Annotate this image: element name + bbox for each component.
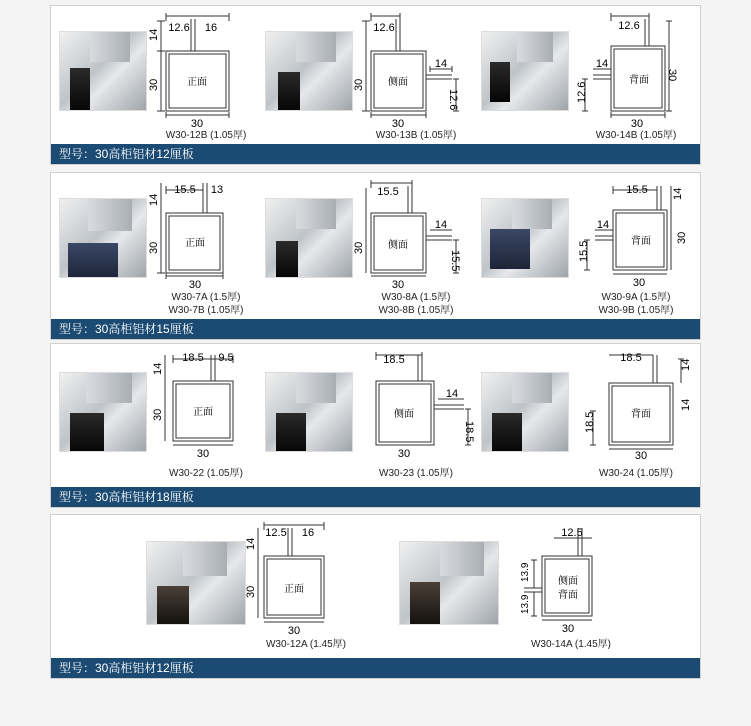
face-label-2: 背面 [558,590,578,601]
profile-diagram [573,11,688,131]
profile-photo [146,541,246,625]
dim-label: 30 [630,118,644,130]
dim-label: 12.6 [447,89,459,111]
model-caption: W30-9A (1.5厚) [601,292,671,303]
dim-label: 14 [596,219,610,231]
dim-label: 30 [391,279,405,291]
profile-diagram [151,349,241,459]
dim-label: 14 [434,219,448,231]
dim-label: 30 [391,118,405,130]
profile-photo [59,31,147,111]
face-label: 侧面 [558,576,578,587]
dim-label: 13 [210,184,224,196]
profile-diagram [573,349,692,462]
profile-diagram [506,520,616,640]
dim-label: 16 [301,527,315,539]
dim-label: 30 [196,448,210,460]
profile-photo [265,31,353,111]
dim-label: 30 [397,448,411,460]
panel-18mm [50,343,701,508]
dim-label: 14 [672,187,684,200]
dim-label: 12.6 [576,81,588,103]
face-label: 背面 [629,75,649,86]
face-label: 背面 [631,409,651,420]
model-caption: W30-23 (1.05厚) [379,468,453,479]
dim-label: 18.5 [584,411,596,433]
panel-12mm-2 [50,514,701,679]
face-label: 正面 [187,77,207,88]
dim-label: 14 [680,358,692,371]
profile-photo [265,198,353,278]
face-label: 背面 [631,236,651,247]
dim-label: 18.5 [182,352,204,364]
dim-label: 30 [152,408,164,421]
panel-12mm-1 [50,5,701,165]
dim-label: 14 [245,537,257,550]
dim-label: 15.5 [626,184,648,196]
dim-label: 30 [190,118,204,130]
model-caption-2: W30-7B (1.05厚) [168,305,244,316]
profile-diagram [353,178,466,291]
dim-label: 14 [595,58,609,70]
dim-label: 30 [245,585,257,598]
face-label: 侧面 [388,240,408,251]
dim-label: 12.6 [373,22,395,34]
model-caption: W30-14B (1.05厚) [595,130,677,141]
dim-label: 15.5 [578,240,590,262]
dim-label: 30 [287,625,301,637]
panel-15mm [50,172,701,340]
profile-photo [481,31,569,111]
profile-photo [481,372,569,452]
dim-label: 12.6 [168,22,190,34]
model-caption: W30-7A (1.5厚) [171,292,241,303]
model-caption: W30-12B (1.05厚) [165,130,247,141]
dim-label: 18.5 [620,352,642,364]
dim-label: 30 [561,623,575,635]
dim-label: 12.6 [618,20,640,32]
face-label: 侧面 [388,77,408,88]
dim-label: 9.5 [218,352,234,364]
model-caption: W30-22 (1.05厚) [169,468,243,479]
dim-label: 30 [148,78,160,91]
model-caption: W30-13B (1.05厚) [375,130,457,141]
dim-label: 15.5 [377,186,399,198]
dim-label: 12.5 [265,527,287,539]
section-bar: 型号：30高柜铝材12厘板 [51,658,700,678]
face-label: 正面 [284,584,304,595]
profile-diagram [366,349,476,459]
model-caption: W30-12A (1.45厚) [265,639,347,650]
dim-label: 12.5 [561,527,583,539]
dim-label: 16 [204,22,218,34]
dim-label: 14 [434,58,448,70]
dim-label: 15.5 [174,184,196,196]
face-label: 正面 [193,407,213,418]
profile-photo [399,541,499,625]
section-bar: 型号：30高柜铝材15厘板 [51,319,700,339]
dim-label: 18.5 [463,421,475,443]
profile-diagram [148,11,241,131]
dim-label: 30 [353,78,365,91]
dim-label: 14 [152,362,164,375]
profile-diagram [353,11,466,131]
model-caption-2: W30-8B (1.05厚) [378,305,454,316]
section-bar: 型号：30高柜铝材12厘板 [51,144,700,164]
model-caption: W30-14A (1.45厚) [530,639,612,650]
profile-diagram [148,178,241,291]
profile-photo [265,372,353,452]
dim-label: 14 [445,388,459,400]
dim-label: 13.9 [520,594,531,614]
dim-label: 30 [188,279,202,291]
profile-photo [481,198,569,278]
dim-label: 13.9 [520,562,531,582]
dim-label: 30 [634,450,648,462]
dim-label: 18.5 [383,354,405,366]
dim-label: 14 [148,193,160,206]
dim-label: 14 [680,398,692,411]
profile-photo [59,372,147,452]
profile-photo [59,198,147,278]
face-label: 侧面 [394,409,414,420]
section-bar: 型号：30高柜铝材18厘板 [51,487,700,507]
dim-label: 30 [676,231,688,244]
profile-diagram [246,520,336,640]
model-caption: W30-24 (1.05厚) [599,468,673,479]
dim-label: 30 [353,241,365,254]
dim-label: 30 [632,277,646,289]
dim-label: 14 [148,28,160,41]
profile-diagram [573,178,688,288]
dim-label: 15.5 [449,250,461,272]
model-caption: W30-8A (1.5厚) [381,292,451,303]
dim-label: 30 [148,241,160,254]
face-label: 正面 [185,238,205,249]
model-caption-2: W30-9B (1.05厚) [598,305,674,316]
dim-label: 30 [666,69,678,82]
